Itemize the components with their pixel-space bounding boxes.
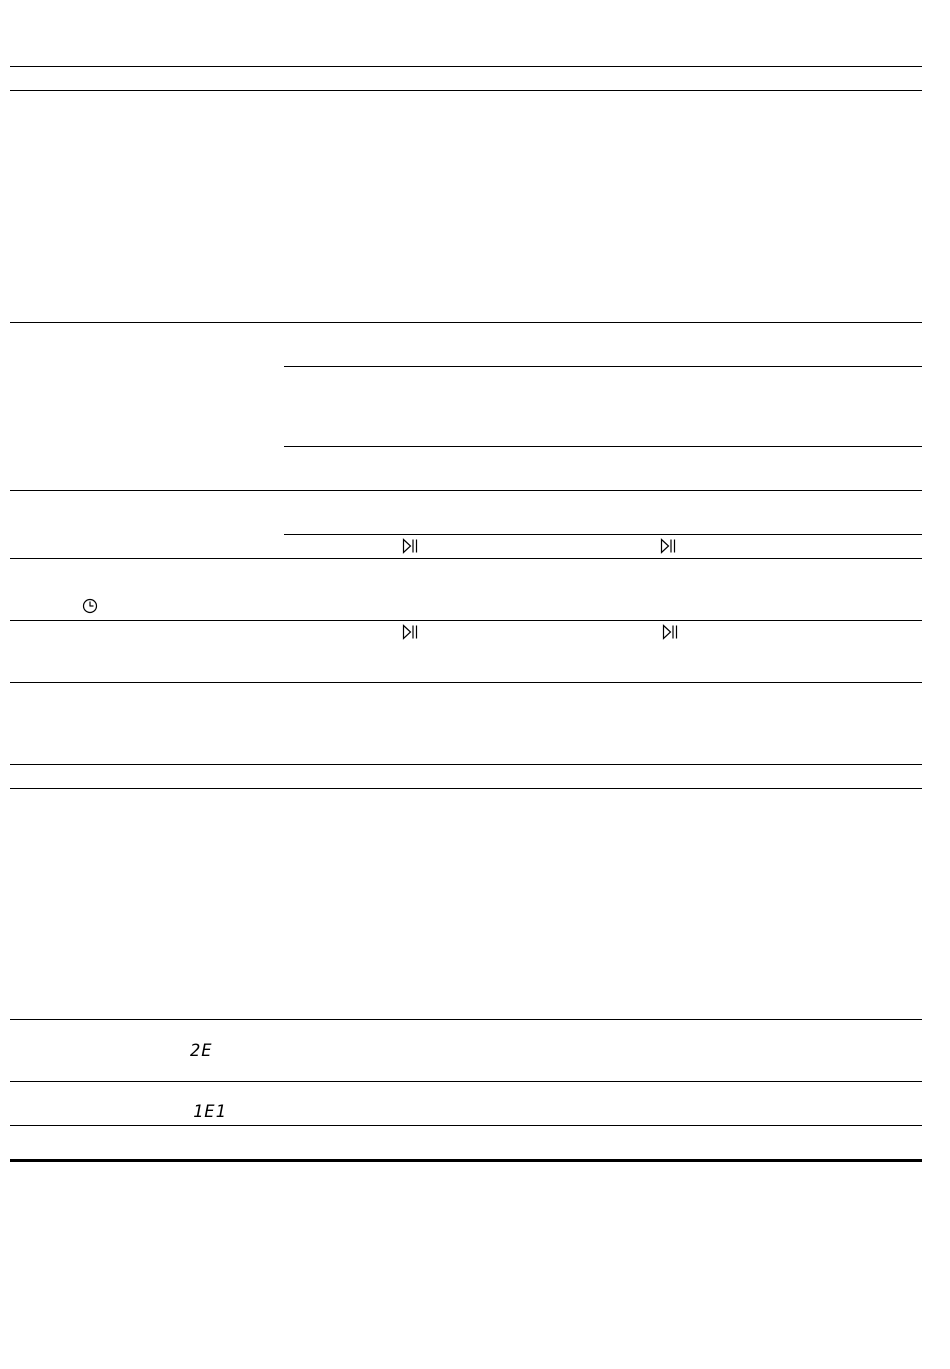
header-bottom-rule xyxy=(10,90,922,91)
play-pause-icon xyxy=(402,538,418,554)
play-pause-icon xyxy=(402,624,418,640)
play-pause-icon xyxy=(660,538,676,554)
sub-row-divider xyxy=(284,366,922,367)
display-code-2e: 2E xyxy=(190,1041,213,1061)
row-divider xyxy=(10,1081,922,1082)
sub-row-divider xyxy=(284,446,922,447)
row-divider xyxy=(10,558,922,559)
row-divider xyxy=(10,490,922,491)
sub-row-divider xyxy=(284,534,922,535)
display-code-1e1: 1E1 xyxy=(193,1102,227,1122)
row-divider xyxy=(10,682,922,683)
row-divider xyxy=(10,764,922,765)
row-divider xyxy=(10,620,922,621)
play-pause-icon xyxy=(662,624,678,640)
table-bottom-rule xyxy=(10,1159,922,1162)
row-divider xyxy=(10,1019,922,1020)
clock-icon xyxy=(82,598,98,614)
row-divider xyxy=(10,1125,922,1126)
table-top-rule xyxy=(10,66,922,67)
header-bottom-rule xyxy=(10,788,922,789)
row-divider xyxy=(10,322,922,323)
